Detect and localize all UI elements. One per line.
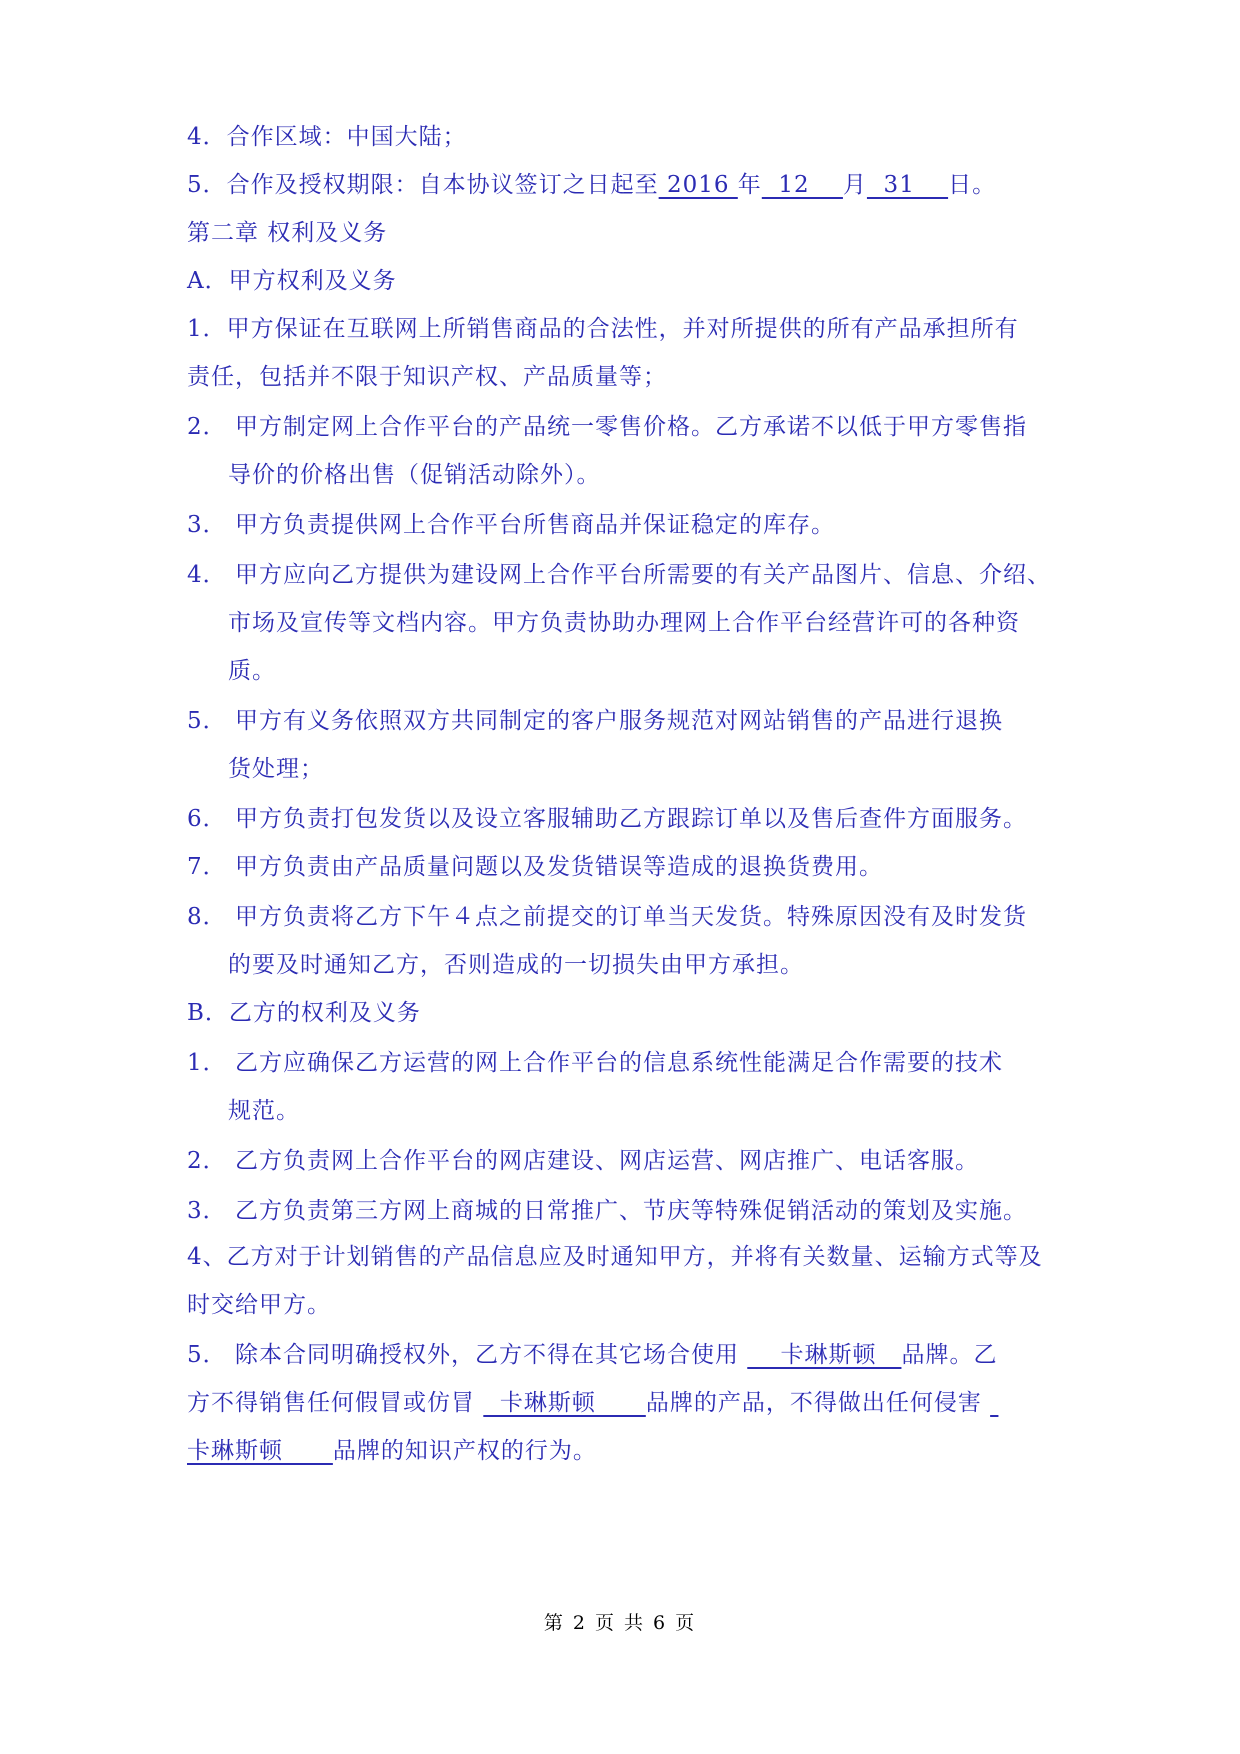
clause-b1-cont: 规范。 bbox=[228, 1098, 300, 1124]
term-day-blank: 31 bbox=[866, 172, 949, 198]
clause-b4-cont: 时交给甲方。 bbox=[187, 1292, 331, 1318]
clause-a6: 6． 甲方负责打包发货以及设立客服辅助乙方跟踪订单以及售后查件方面服务。 bbox=[187, 806, 1027, 832]
clause-a5: 5． 甲方有义务依照双方共同制定的客户服务规范对网站销售的产品进行退换 bbox=[187, 708, 1003, 734]
clause-a1-cont: 责任，包括并不限于知识产权、产品质量等； bbox=[187, 364, 667, 390]
clause-a8: 8． 甲方负责将乙方下午４点之前提交的订单当天发货。特殊原因没有及时发货 bbox=[187, 904, 1027, 930]
clause-a4: 4． 甲方应向乙方提供为建设网上合作平台所需要的有关产品图片、信息、介绍、 bbox=[187, 562, 1051, 588]
term-year-blank: 2016 bbox=[658, 172, 738, 198]
brand-blank-3: 卡琳斯顿 bbox=[187, 1438, 333, 1464]
term-month-blank: 12 bbox=[761, 172, 843, 198]
clause-a2: 2． 甲方制定网上合作平台的产品统一零售价格。乙方承诺不以低于甲方零售指 bbox=[187, 414, 1027, 440]
clause-b5-cont2 bbox=[187, 1436, 1067, 1466]
clause-b3: 3． 乙方负责第三方网上商城的日常推广、节庆等特殊促销活动的策划及实施。 bbox=[187, 1198, 1027, 1224]
section-heading-a: A．甲方权利及义务 bbox=[187, 268, 397, 294]
term-month-unit: 月 bbox=[842, 172, 867, 198]
brand-blank-2: 卡琳斯顿 bbox=[483, 1390, 646, 1416]
clause-b5-text: 5． 除本合同明确授权外，乙方不得在其它场合使用 bbox=[187, 1342, 748, 1368]
clause-a4-cont: 市场及宣传等文档内容。甲方负责协助办理网上合作平台经营许可的各种资 bbox=[228, 610, 1020, 636]
term-day-unit: 日。 bbox=[948, 172, 997, 198]
clause-a1: 1．甲方保证在互联网上所销售商品的合法性，并对所提供的所有产品承担所有 bbox=[187, 316, 1019, 342]
clause-a3: 3． 甲方负责提供网上合作平台所售商品并保证稳定的库存。 bbox=[187, 512, 835, 538]
clause-a8-cont: 的要及时通知乙方，否则造成的一切损失由甲方承担。 bbox=[228, 952, 804, 978]
clause-cooperation-term bbox=[187, 170, 1067, 200]
clause-a2-cont: 导价的价格出售（促销活动除外）。 bbox=[228, 462, 601, 488]
clause-b2: 2． 乙方负责网上合作平台的网店建设、网店运营、网店推广、电话客服。 bbox=[187, 1148, 979, 1174]
clause-b5 bbox=[187, 1340, 1067, 1370]
clause-a4-cont2: 质。 bbox=[228, 658, 276, 684]
brand-blank-1: 卡琳斯顿 bbox=[747, 1342, 902, 1368]
section-heading-b: B．乙方的权利及义务 bbox=[187, 1000, 421, 1026]
term-text: 5．合作及授权期限：自本协议签订之日起至 bbox=[187, 172, 659, 198]
chapter-heading: 第二章 权利及义务 bbox=[187, 220, 388, 246]
page-number-footer: 第 2 页 共 6 页 bbox=[543, 1612, 697, 1634]
clause-b5-cont-text: 方不得销售任何假冒或仿冒 bbox=[187, 1390, 484, 1416]
clause-a7: 7． 甲方负责由产品质量问题以及发货错误等造成的退换货费用。 bbox=[187, 854, 883, 880]
clause-a5-cont: 货处理； bbox=[228, 756, 324, 782]
clause-b1: 1． 乙方应确保乙方运营的网上合作平台的信息系统性能满足合作需要的技术 bbox=[187, 1050, 1003, 1076]
term-year-unit: 年 bbox=[737, 172, 762, 198]
clause-b5-cont bbox=[187, 1388, 1067, 1418]
brand-blank-3-start bbox=[990, 1390, 998, 1416]
clause-b5-cont-text-2: 品牌的产品，不得做出任何侵害 bbox=[645, 1390, 991, 1416]
clause-cooperation-region: 4．合作区域：中国大陆； bbox=[187, 124, 467, 150]
clause-b4: 4、乙方对于计划销售的产品信息应及时通知甲方，并将有关数量、运输方式等及 bbox=[187, 1244, 1043, 1270]
clause-b5-text-2: 品牌。乙 bbox=[901, 1342, 998, 1368]
clause-b5-cont2-text: 品牌的知识产权的行为。 bbox=[332, 1438, 597, 1464]
